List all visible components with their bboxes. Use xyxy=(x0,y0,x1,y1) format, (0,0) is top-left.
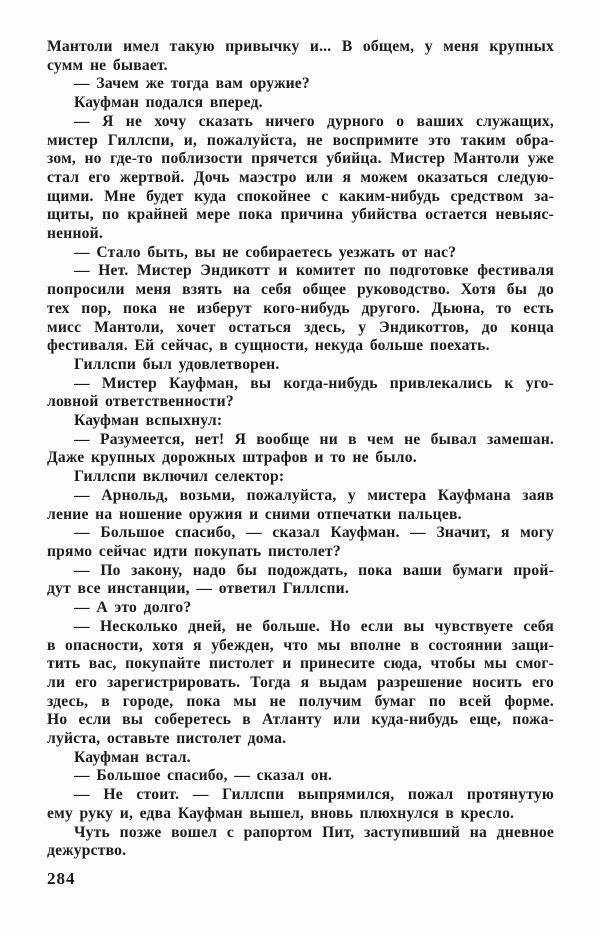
text-line: ему руку и, едва Кауфман вышел, вновь плюхнулся в кресло. xyxy=(47,804,515,822)
text-line: Кауфман вспыхнул: xyxy=(74,412,223,430)
text-line: сумм не бывает. xyxy=(47,56,168,74)
text-line: Но если вы соберетесь в Атланту или куда-нибудь еще, пожа- xyxy=(47,711,554,729)
text-line: — А это долго? xyxy=(74,599,192,617)
text-line: — Большое спасибо, — сказал он. xyxy=(74,767,333,785)
text-line: ление на ношение оружия и сними отпечатки пальцев. xyxy=(47,505,462,523)
text-line: тех пор, пока не изберут кого-нибудь другого. Дьюна, то есть xyxy=(47,299,554,317)
text-line: здесь, в городе, пока мы не получим бумаг по всей форме. xyxy=(47,692,554,710)
page-number: 284 xyxy=(47,869,76,888)
text-line: Кауфман подался вперед. xyxy=(74,94,263,112)
text-line: мистер Гиллспи, и, пожалуйста, не воспримите это таким обра- xyxy=(47,131,554,149)
text-line: ли его зарегистрировать. Тогда я выдам разрешение носить его xyxy=(47,673,554,691)
text-line: прямо сейчас идти покупать пистолет? xyxy=(47,542,341,560)
text-line: в опасности, хотя я убежден, что мы вполне в состоянии защи- xyxy=(47,636,554,654)
text-line: — Нет. Мистер Эндикотт и комитет по подготовке фестиваля xyxy=(74,262,554,280)
text-line: — Разумеется, нет! Я вообще ни в чем не бывал замешан. xyxy=(74,430,554,448)
text-line: зом, но где-то поблизости прячется убийца. Мистер Мантоли уже xyxy=(47,150,554,168)
text-line: дут все инстанции, — ответил Гиллспи. xyxy=(47,580,349,598)
text-line: — По закону, надо бы подождать, пока ваши бумаги прой- xyxy=(74,561,554,579)
text-line: Чуть позже вошел с рапортом Пит, заступивший на дневное xyxy=(74,823,554,841)
text-line: Гиллспи был удовлетворен. xyxy=(74,355,280,373)
text-line: — Мистер Кауфман, вы когда-нибудь привлекались к уго- xyxy=(74,374,554,392)
text-line: Мантоли имел такую привычку и... В общем, у меня крупных xyxy=(47,38,554,55)
text-line: стал его жертвой. Дочь маэстро или я можем оказаться следую- xyxy=(47,168,554,186)
text-line: — Я не хочу сказать ничего дурного о ваших служащих, xyxy=(74,112,554,130)
text-line: — Большое спасибо, — сказал Кауфман. — Значит, я могу xyxy=(74,524,554,542)
text-line: мисс Мантоли, хочет остаться здесь, у Эндикоттов, до конца xyxy=(47,318,554,336)
text-line: — Стало быть, вы не собираетесь уезжать от нас? xyxy=(74,243,457,261)
text-line: луйста, оставьте пистолет дома. xyxy=(47,730,287,748)
text-line: ненной. xyxy=(47,225,103,243)
text-line: — Зачем же тогда вам оружие? xyxy=(74,75,310,93)
text-line: Кауфман встал. xyxy=(74,748,191,766)
text-line: Гиллспи включил селектор: xyxy=(74,468,285,486)
text-line: фестиваля. Ей сейчас, в сущности, некуда больше поехать. xyxy=(47,337,490,355)
text-line: — Арнольд, возьми, пожалуйста, у мистера Кауфмана заяв xyxy=(74,486,554,504)
text-line: ловной ответственности? xyxy=(47,393,234,411)
text-line: — Несколько дней, не больше. Но если вы чувствуете себя xyxy=(74,617,554,635)
text-line: — Не стоит. — Гиллспи выпрямился, пожал протянутую xyxy=(74,786,554,804)
text-line: щиты, по крайней мере пока причина убийства остается невыяс- xyxy=(47,206,554,224)
text-line: дежурство. xyxy=(47,842,127,860)
page-text xyxy=(47,38,554,861)
text-line: попросили меня взять на себя общее руководство. Хотя бы до xyxy=(47,281,554,299)
text-line: тить вас, покупайте пистолет и принесите сюда, чтобы мы смог- xyxy=(47,655,554,673)
text-line: Даже крупных дорожных штрафов и то не было. xyxy=(47,449,417,467)
text-line: щими. Мне будет куда спокойнее с каким-нибудь средством за- xyxy=(47,187,554,205)
